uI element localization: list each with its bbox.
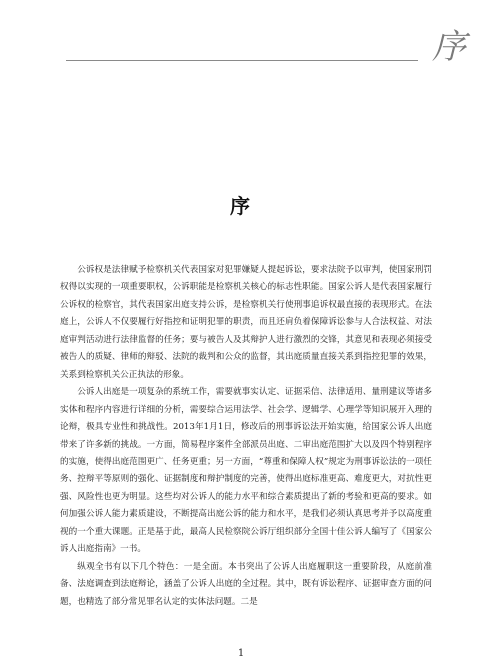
paragraph: 公诉人出庭是一项复杂的系统工作，需要就事实认定、证据采信、法律适用、量刑建议等诸多实体和程序内容进行详细的分析，需要综合运用法学、社会学、逻辑学、心理学等知识展开入理的论辩，极具专业性和挑战性。2013年1月1日，修改后的刑事诉讼法开始实施，给国家公诉人出庭带来了许多新的挑战。一方面，简易程序案件全部派员出庭、二审出庭范围扩大以及四个特别程序的实施，使得出庭范围更广、任务更重；另一方面，“尊重和保障人权”规定为刑事诉讼法的一项任务、控辩平等原则的强化、证据制度和辩护制度的完善，使得出庭标准更高、难度更大，对抗性更强、风险性也更为明显。这些均对公诉人的能力水平和综合素质提出了新的考验和更高的要求。如何加强公诉人能力素质建设，不断提高出庭公诉的能力和水平，是我们必须认真思考并予以高度重视的一个重大课题。正是基于此，最高人民检察院公诉厅组织部分全国十佳公诉人编写了《国家公诉人出庭指南》一书。: [60, 387, 432, 555]
body-text: [60, 262, 432, 634]
running-head: 序: [432, 27, 466, 67]
page-number: 1: [237, 648, 245, 659]
header-rule: [66, 60, 418, 61]
paragraph: 公诉权是法律赋予检察机关代表国家对犯罪嫌疑人提起诉讼，要求法院予以审判，使国家刑罚权得以实现的一项重要职权，公诉职能是检察机关核心的标志性职能。国家公诉人是代表国家履行公诉权的检察官，其代表国家出庭支持公诉，是检察机关行使刑事追诉权最直接的表现形式。在法庭上，公诉人不仅要履行好指控和证明犯罪的职责，而且还肩负着保障诉讼参与人合法权益、对法庭审判活动进行法律监督的任务；要与被告人及其辩护人进行激烈的交锋，其意见和表现必须接受被告人的质疑、律师的辩驳、法院的裁判和公众的监督，其出庭质量直接关系到指控犯罪的效果，关系到检察机关公正执法的形象。: [60, 265, 432, 380]
page-title: 序: [230, 194, 252, 218]
paragraph: 纵观全书有以下几个特色：一是全面。本书突出了公诉人出庭履职这一重要阶段，从庭前准备、法庭调查到法庭辩论，涵盖了公诉人出庭的全过程。其中，既有诉讼程序、证据审查方面的问题，也精选了部分常见罪名认定的实体法问题。二是: [60, 561, 432, 607]
